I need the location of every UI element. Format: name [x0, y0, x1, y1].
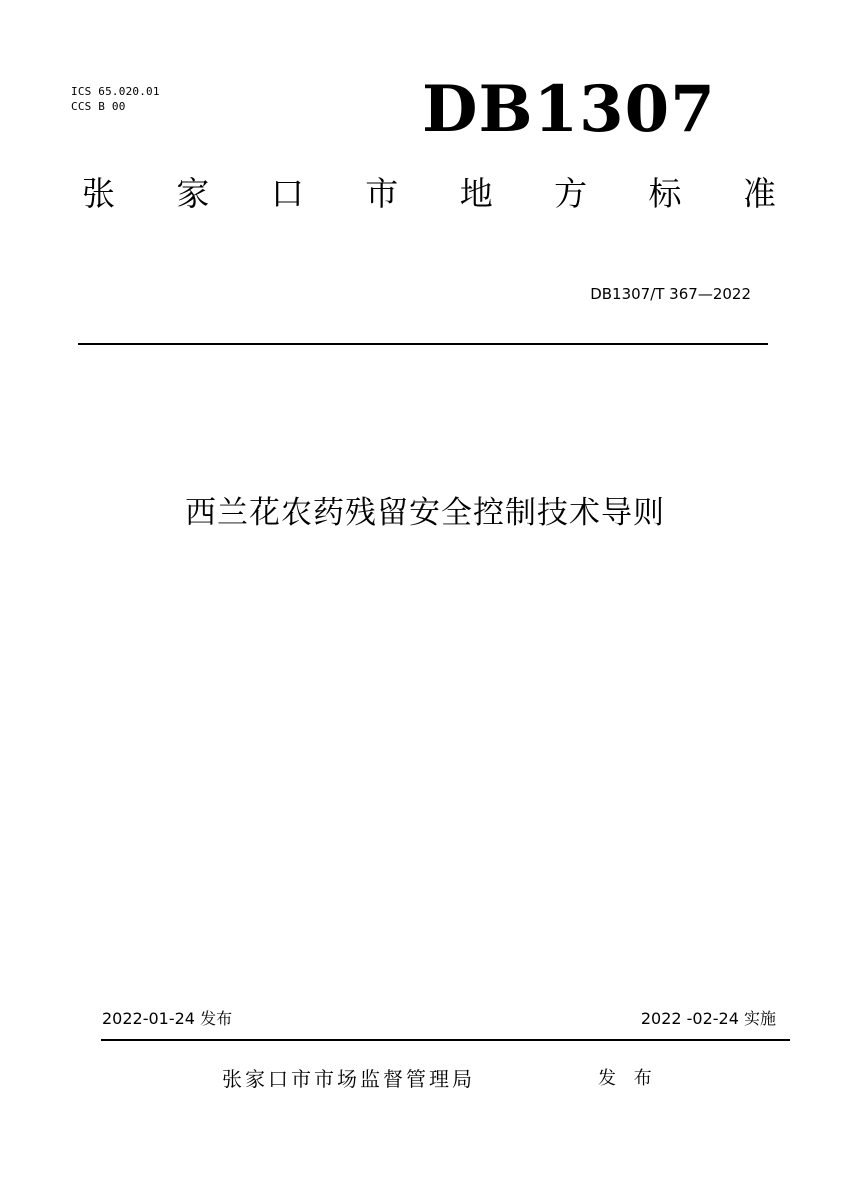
standard-number: DB1307/T 367—2022 — [590, 285, 751, 303]
publisher-action: 发 布 — [598, 1068, 658, 1089]
header-divider — [78, 343, 768, 345]
standard-type-char: 标 — [648, 174, 682, 213]
standard-type-char: 市 — [365, 174, 399, 213]
standard-type-char: 家 — [176, 174, 210, 213]
publisher-name: 张家口市市场监督管理局 — [222, 1067, 475, 1091]
document-title: 西兰花农药残留安全控制技术导则 — [185, 495, 665, 531]
standard-type-char: 准 — [742, 174, 776, 213]
standard-type-char: 张 — [82, 174, 115, 213]
standard-type-char: 方 — [554, 174, 588, 213]
footer-divider — [101, 1039, 790, 1041]
standard-type-heading — [82, 168, 776, 220]
ccs-code: CCS B 00 — [71, 100, 126, 113]
classification-codes — [71, 84, 160, 114]
implementation-date: 2022 -02-24 实施 — [640, 1009, 776, 1028]
standard-type-char: 口 — [270, 174, 304, 213]
ics-code: ICS 65.020.01 — [71, 85, 160, 98]
standard-mark: DB1307 — [422, 72, 716, 147]
standard-type-char: 地 — [459, 174, 493, 213]
issue-date: 2022-01-24 发布 — [102, 1009, 233, 1028]
